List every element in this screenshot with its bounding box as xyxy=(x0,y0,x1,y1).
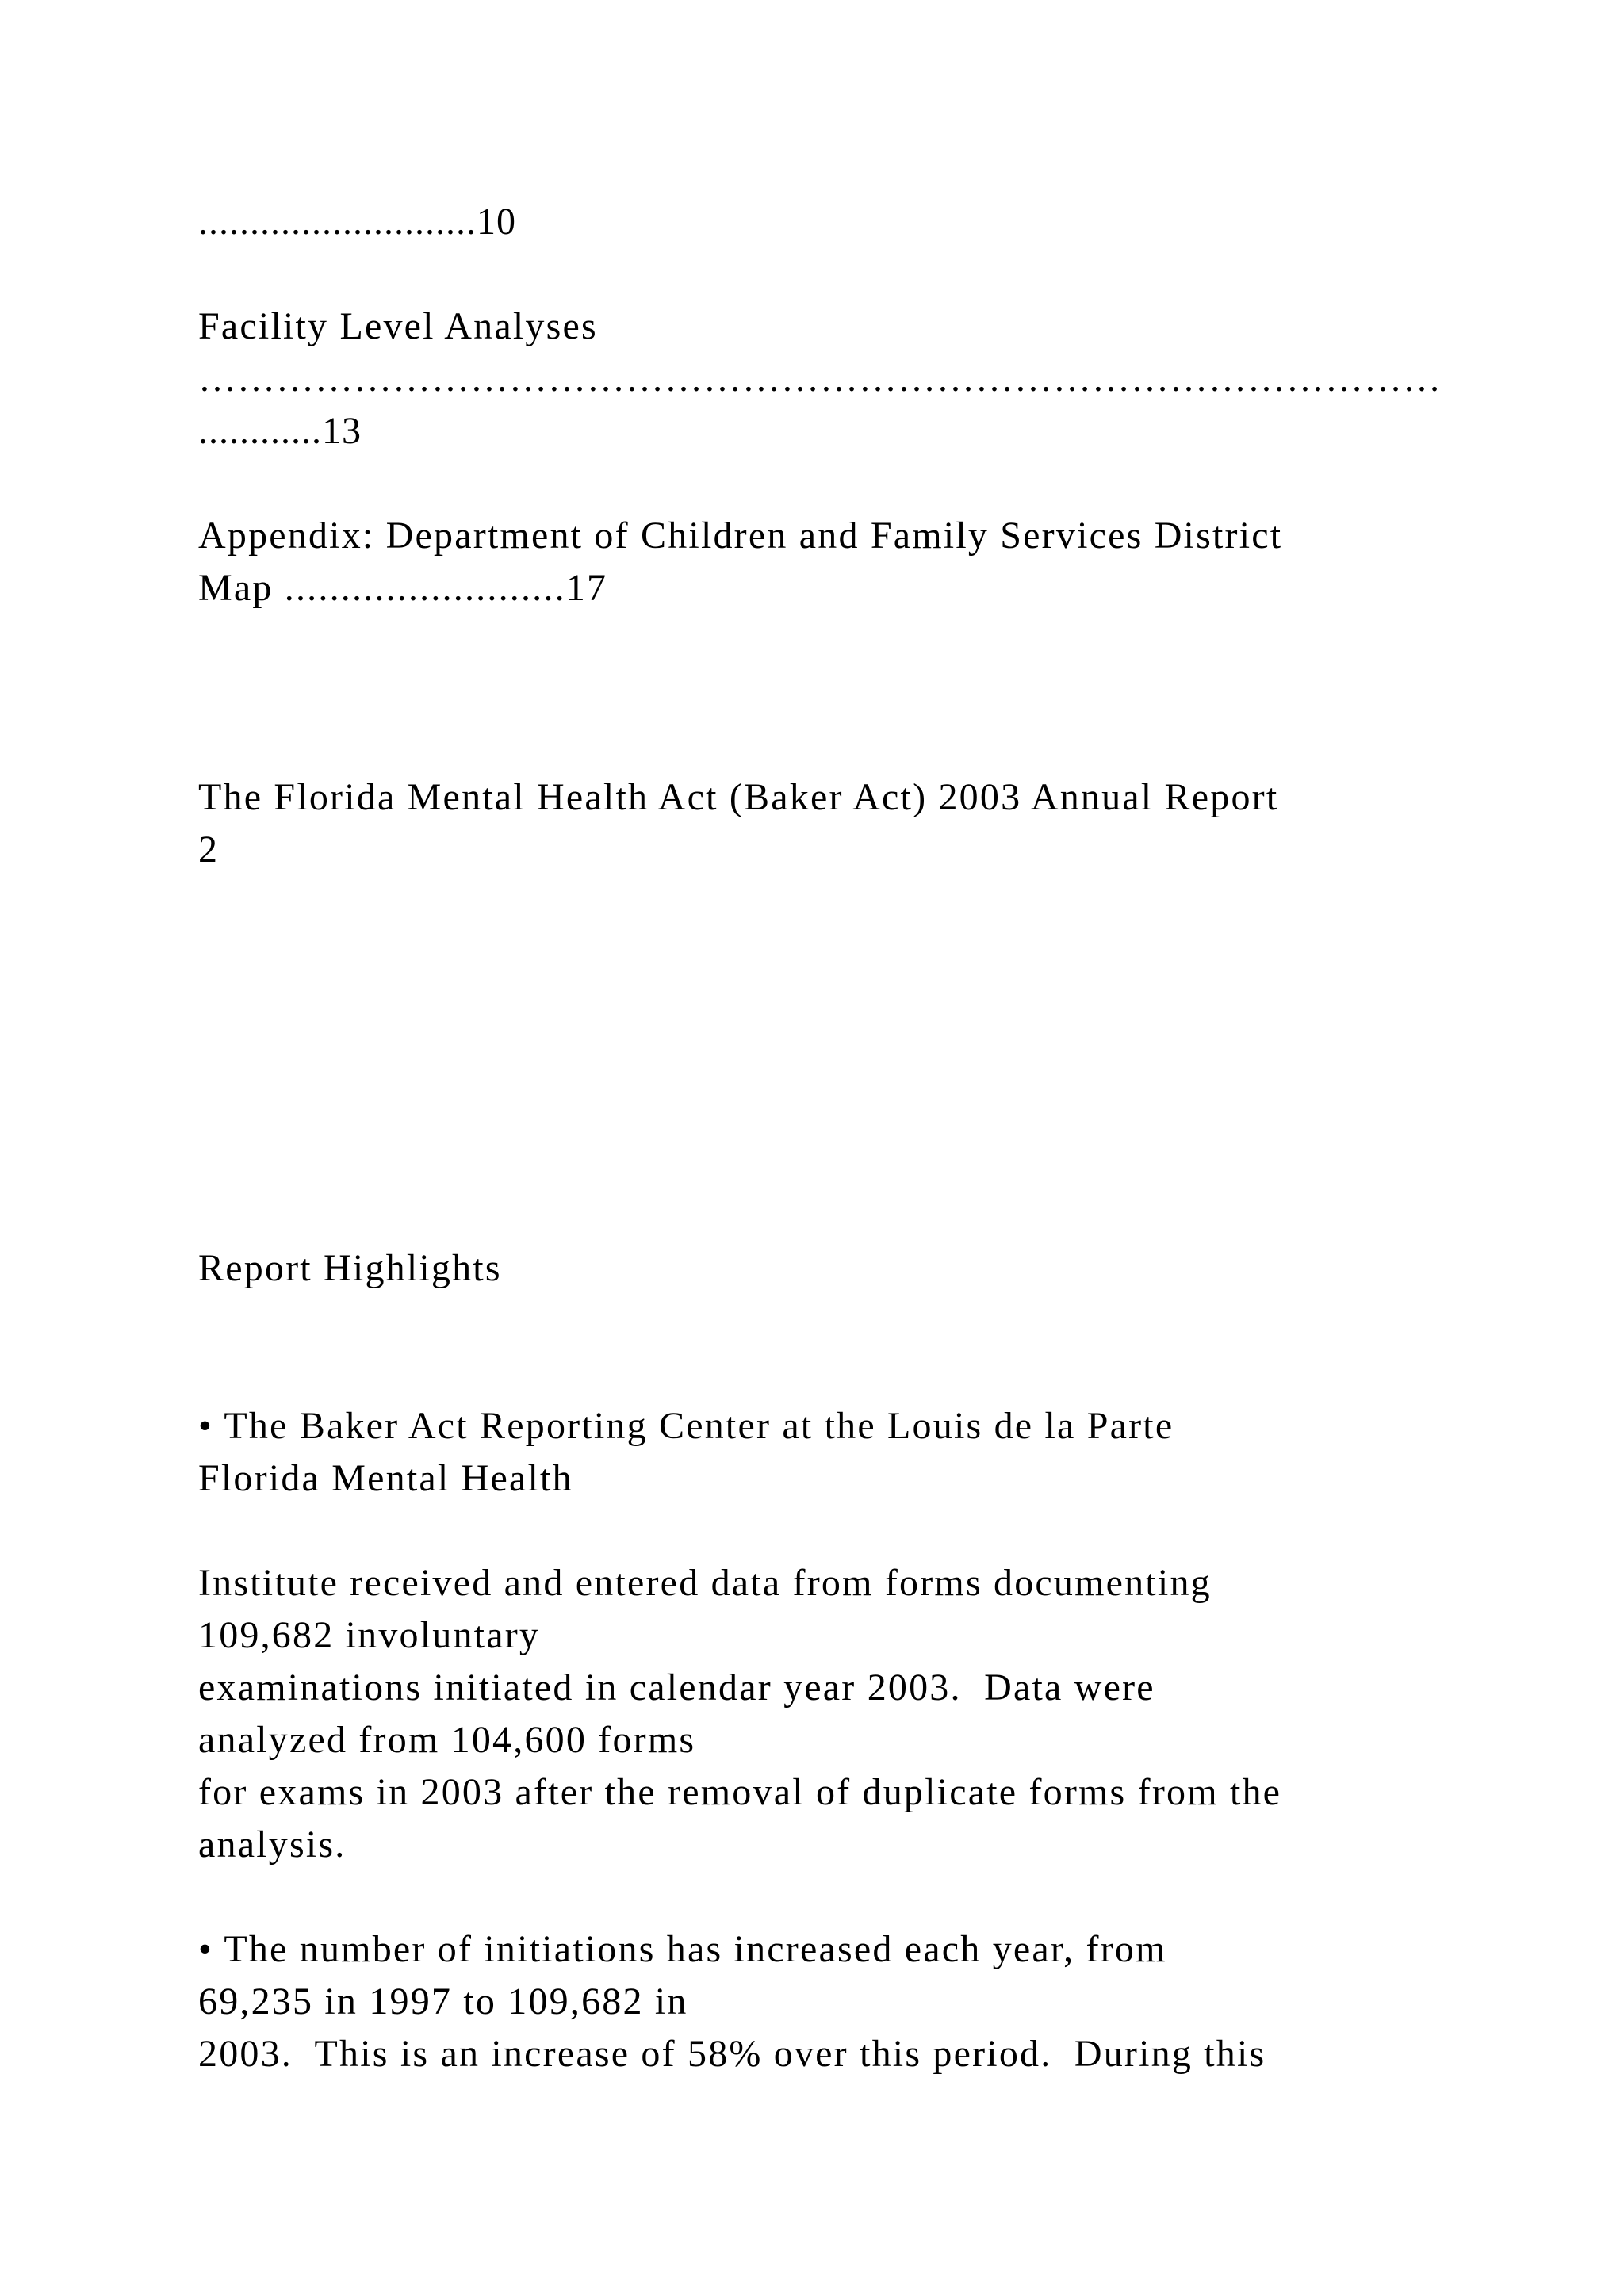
bullet-1-line-1: • The Baker Act Reporting Center at the Louis de la Parte xyxy=(198,1405,1174,1447)
paragraph-2-line-3: examinations initiated in calendar year 2003. Data were xyxy=(198,1667,1155,1709)
bullet-1-line-2: Florida Mental Health xyxy=(198,1457,573,1499)
paragraph-2-line-2: 109,682 involuntary xyxy=(198,1614,541,1656)
report-title-line: The Florida Mental Health Act (Baker Act) 2003 Annual Report xyxy=(198,776,1279,818)
paragraph-2-line-5: for exams in 2003 after the removal of duplicate forms from the xyxy=(198,1771,1282,1813)
toc-leader-dots: …………………………………………………………………………………… xyxy=(198,358,1442,400)
paragraph-2-line-1: Institute received and entered data from forms documenting xyxy=(198,1562,1212,1604)
bullet-2-line-1: • The number of initiations has increased each year, from xyxy=(198,1928,1167,1970)
toc-entry-page-13: ............13 xyxy=(198,410,362,452)
toc-entry-facility-level-analyses: Facility Level Analyses xyxy=(198,305,598,347)
section-title: Report Highlights xyxy=(198,1247,502,1289)
paragraph-2-line-6: analysis. xyxy=(198,1823,347,1866)
page-number: 2 xyxy=(198,828,220,871)
toc-entry-appendix-page: Map .........................17 xyxy=(198,567,608,609)
bullet-2-line-3: 2003. This is an increase of 58% over this period. During this xyxy=(198,2033,1266,2075)
paragraph-2-line-4: analyzed from 104,600 forms xyxy=(198,1719,696,1761)
toc-entry-appendix: Appendix: Department of Children and Family Services District xyxy=(198,515,1283,557)
bullet-2-line-2: 69,235 in 1997 to 109,682 in xyxy=(198,1980,688,2022)
toc-entry-page-10: ...........................10 xyxy=(198,201,516,243)
